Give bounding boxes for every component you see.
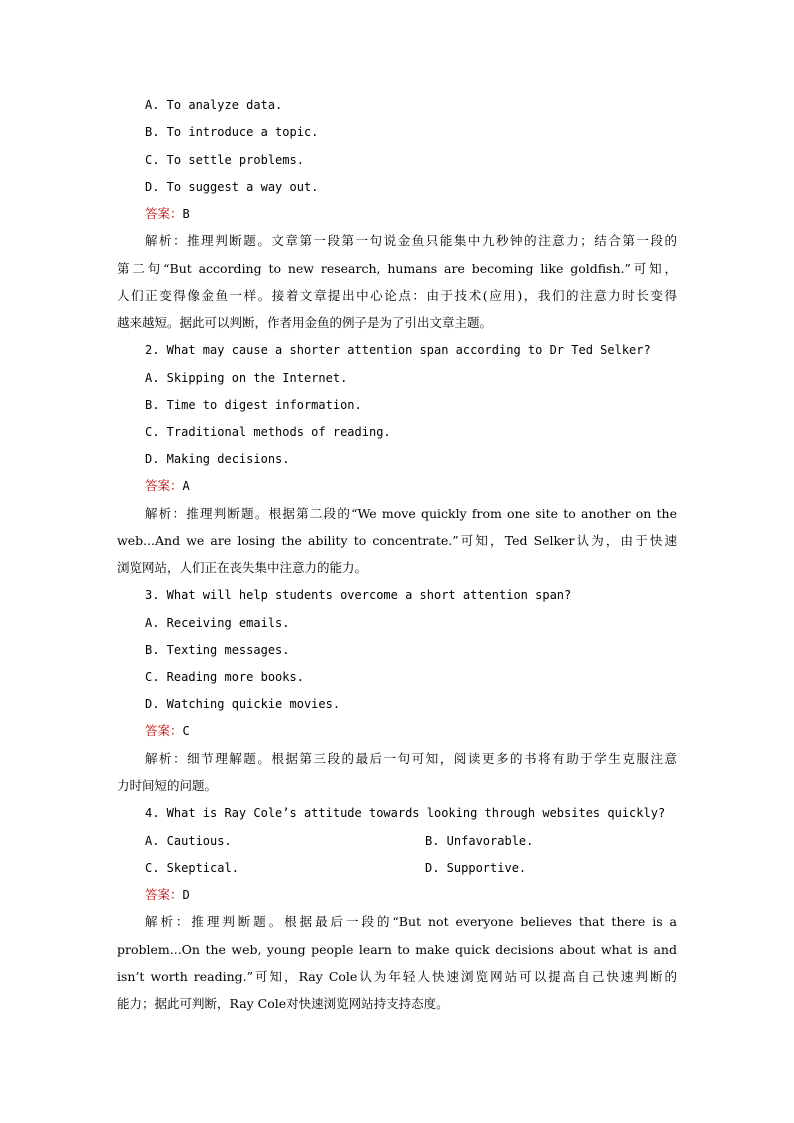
answer-label: 答案： xyxy=(145,723,183,738)
q4-option-b: B. Unfavorable. xyxy=(425,834,534,848)
q3-question: 3. What will help students overcome a short attention span? xyxy=(145,588,572,602)
q1-analysis-line: 解析：推理判断题。文章第一段第一句说金鱼只能集中九秒钟的注意力；结合第一段的 xyxy=(145,233,677,248)
q4-question: 4. What is Ray Cole’s attitude towards looking through websites quickly? xyxy=(145,806,666,820)
q2-option-b: B. Time to digest information. xyxy=(145,398,362,412)
q1-analysis-line: 越来越短。据此可以判断，作者用金鱼的例子是为了引出文章主题。 xyxy=(117,315,493,330)
q2-analysis-line: web...And we are losing the ability to concentrate.”可知，Ted Selker认为，由于快速 xyxy=(117,533,677,548)
q3-option-a: A. Receiving emails. xyxy=(145,616,290,630)
q4-analysis-line: isn’t worth reading.”可知，Ray Cole认为年轻人快速浏览网站可以提高自己快速判断的 xyxy=(117,969,677,984)
q2-option-c: C. Traditional methods of reading. xyxy=(145,425,391,439)
q4-options-row xyxy=(145,833,677,849)
q1-option-c: C. To settle problems. xyxy=(145,153,304,167)
q2-option-d: D. Making decisions. xyxy=(145,452,290,466)
answer-value: C xyxy=(182,724,190,738)
q3-answer xyxy=(145,723,677,739)
q2-answer xyxy=(145,478,677,494)
q4-analysis-line: 解析：推理判断题。根据最后一段的“But not everyone believes that there is a xyxy=(145,914,677,929)
q2-analysis-line: 浏览网站，人们正在丧失集中注意力的能力。 xyxy=(117,560,368,575)
q1-answer xyxy=(145,206,677,222)
q4-option-d: D. Supportive. xyxy=(425,861,527,875)
q3-analysis-line: 力时间短的问题。 xyxy=(117,778,218,793)
q3-option-b: B. Texting messages. xyxy=(145,643,290,657)
q4-option-a: A. Cautious. xyxy=(145,834,232,848)
q3-option-c: C. Reading more books. xyxy=(145,670,304,684)
q3-option-d: D. Watching quickie movies. xyxy=(145,697,341,711)
q1-analysis-line: 人们正变得像金鱼一样。接着文章提出中心论点：由于技术(应用)，我们的注意力时长变得 xyxy=(117,288,677,303)
answer-value: D xyxy=(182,888,190,902)
q3-analysis-line: 解析：细节理解题。根据第三段的最后一句可知，阅读更多的书将有助于学生克服注意 xyxy=(145,751,677,766)
q2-option-a: A. Skipping on the Internet. xyxy=(145,371,348,385)
q4-options-row xyxy=(145,860,677,876)
q4-answer xyxy=(145,887,677,903)
q1-option-a: A. To analyze data. xyxy=(145,98,283,112)
q4-analysis-line: 能力；据此可判断，Ray Cole对快速浏览网站持支持态度。 xyxy=(117,996,449,1011)
answer-value: A xyxy=(182,479,190,493)
q1-option-b: B. To introduce a topic. xyxy=(145,125,319,139)
q1-option-d: D. To suggest a way out. xyxy=(145,180,319,194)
q4-option-c: C. Skeptical. xyxy=(145,861,239,875)
answer-value: B xyxy=(182,207,190,221)
answer-label: 答案： xyxy=(145,478,183,493)
q1-analysis-line: 第二句“But according to new research, humans are becoming like goldfish.”可知， xyxy=(117,261,677,276)
answer-label: 答案： xyxy=(145,887,183,902)
answer-label: 答案： xyxy=(145,206,183,221)
q2-question: 2. What may cause a shorter attention span according to Dr Ted Selker? xyxy=(145,343,651,357)
q4-analysis-line: problem...On the web, young people learn to make quick decisions about what is and xyxy=(117,942,677,957)
q2-analysis-line: 解析：推理判断题。根据第二段的“We move quickly from one site to another on the xyxy=(145,506,677,521)
